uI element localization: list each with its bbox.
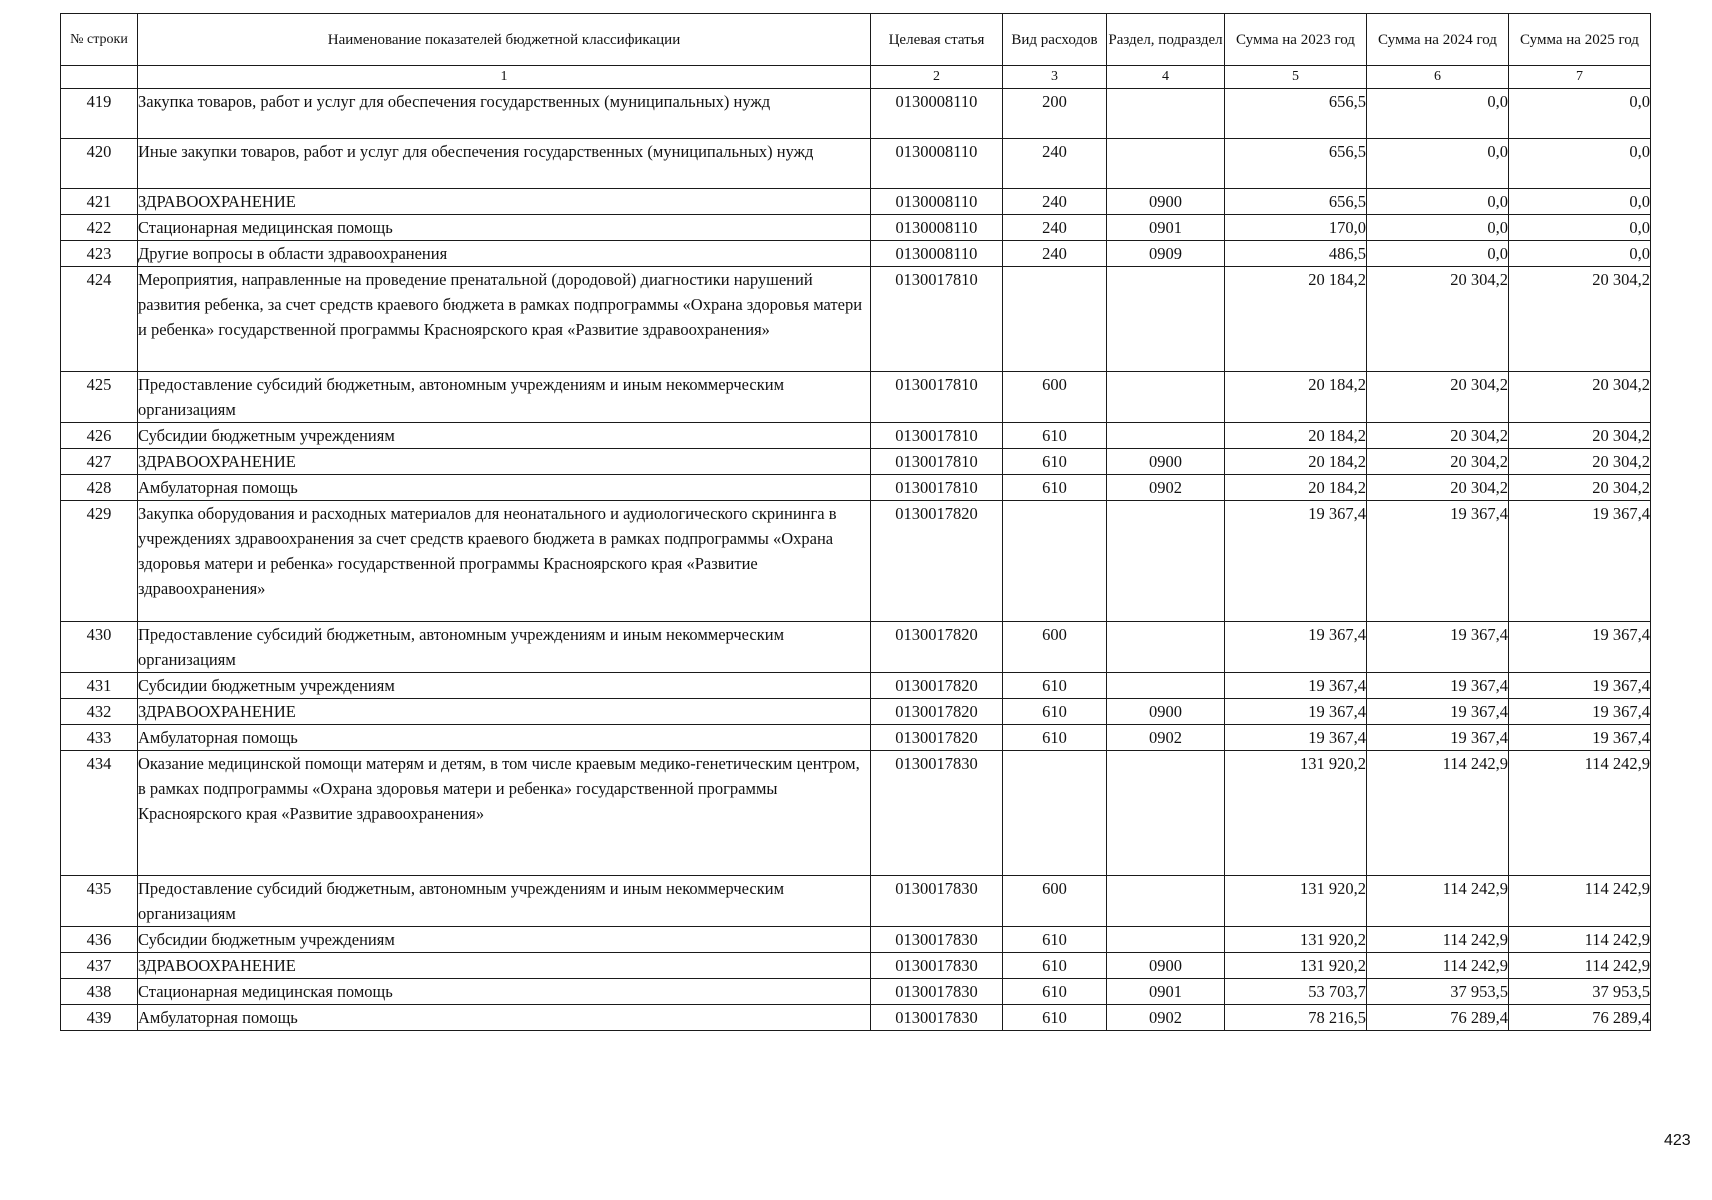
sum-2024-cell: 0,0	[1367, 215, 1509, 241]
indicator-name-cell: Закупка оборудования и расходных материалов для неонатального и аудиологического скрининга в учреждениях здравоохранения за счет средств краевого бюджета в рамках подпрограммы «Охрана здоровья матери и ребенка» государственной программы Красноярского края «Развитие здравоохранения»	[138, 501, 871, 622]
table-row	[61, 372, 1651, 423]
table-row	[61, 267, 1651, 372]
row-number-cell: 439	[61, 1005, 138, 1031]
sum-2023-cell: 19 367,4	[1225, 699, 1367, 725]
expense-type-cell: 200	[1003, 89, 1107, 139]
sum-2025-cell: 0,0	[1509, 189, 1651, 215]
indicator-name-cell: Стационарная медицинская помощь	[138, 979, 871, 1005]
table-body	[61, 89, 1651, 1031]
sum-2023-cell: 656,5	[1225, 89, 1367, 139]
sum-2024-cell: 19 367,4	[1367, 622, 1509, 673]
target-article-cell: 0130017830	[871, 953, 1003, 979]
sum-2024-cell: 0,0	[1367, 189, 1509, 215]
indicator-name-cell: Предоставление субсидий бюджетным, автономным учреждениям и иным некоммерческим организациям	[138, 876, 871, 927]
sum-2024-cell: 19 367,4	[1367, 673, 1509, 699]
indicator-name-cell: Субсидии бюджетным учреждениям	[138, 673, 871, 699]
section-cell	[1107, 622, 1225, 673]
table-row	[61, 876, 1651, 927]
table-row	[61, 89, 1651, 139]
sum-2023-cell: 131 920,2	[1225, 953, 1367, 979]
target-article-cell: 0130017830	[871, 1005, 1003, 1031]
sum-2025-cell: 114 242,9	[1509, 927, 1651, 953]
sum-2025-cell: 114 242,9	[1509, 876, 1651, 927]
header-target: Целевая статья	[871, 14, 1003, 66]
table-row	[61, 241, 1651, 267]
sum-2023-cell: 20 184,2	[1225, 475, 1367, 501]
sum-2024-cell: 0,0	[1367, 89, 1509, 139]
sum-2025-cell: 19 367,4	[1509, 673, 1651, 699]
indicator-name-cell: Закупка товаров, работ и услуг для обеспечения государственных (муниципальных) нужд	[138, 89, 871, 139]
column-number: 6	[1367, 66, 1509, 89]
row-number-cell: 437	[61, 953, 138, 979]
column-number: 5	[1225, 66, 1367, 89]
sum-2025-cell: 0,0	[1509, 89, 1651, 139]
section-cell	[1107, 876, 1225, 927]
sum-2025-cell: 19 367,4	[1509, 501, 1651, 622]
column-number: 3	[1003, 66, 1107, 89]
target-article-cell: 0130017830	[871, 979, 1003, 1005]
row-number-cell: 431	[61, 673, 138, 699]
sum-2024-cell: 19 367,4	[1367, 501, 1509, 622]
table-row	[61, 622, 1651, 673]
sum-2023-cell: 131 920,2	[1225, 927, 1367, 953]
sum-2024-cell: 20 304,2	[1367, 372, 1509, 423]
indicator-name-cell: Амбулаторная помощь	[138, 475, 871, 501]
target-article-cell: 0130017810	[871, 372, 1003, 423]
target-article-cell: 0130017810	[871, 449, 1003, 475]
table-row	[61, 1005, 1651, 1031]
target-article-cell: 0130008110	[871, 189, 1003, 215]
sum-2024-cell: 37 953,5	[1367, 979, 1509, 1005]
sum-2023-cell: 131 920,2	[1225, 751, 1367, 876]
sum-2023-cell: 170,0	[1225, 215, 1367, 241]
header-row-no: № строки	[61, 14, 138, 66]
table-row	[61, 953, 1651, 979]
indicator-name-cell: Амбулаторная помощь	[138, 725, 871, 751]
column-number-row	[61, 66, 1651, 89]
section-cell	[1107, 139, 1225, 189]
target-article-cell: 0130017830	[871, 751, 1003, 876]
indicator-name-cell: ЗДРАВООХРАНЕНИЕ	[138, 189, 871, 215]
expense-type-cell: 240	[1003, 189, 1107, 215]
header-sum-2023: Сумма на 2023 год	[1225, 14, 1367, 66]
budget-table	[60, 13, 1651, 1031]
row-number-cell: 419	[61, 89, 138, 139]
sum-2025-cell: 114 242,9	[1509, 953, 1651, 979]
sum-2024-cell: 0,0	[1367, 241, 1509, 267]
sum-2023-cell: 20 184,2	[1225, 267, 1367, 372]
section-cell: 0900	[1107, 189, 1225, 215]
indicator-name-cell: Субсидии бюджетным учреждениям	[138, 927, 871, 953]
row-number-cell: 428	[61, 475, 138, 501]
table-row	[61, 215, 1651, 241]
row-number-cell: 423	[61, 241, 138, 267]
sum-2023-cell: 20 184,2	[1225, 372, 1367, 423]
page-number: 423	[1664, 1132, 1691, 1149]
table-row	[61, 751, 1651, 876]
row-number-cell: 420	[61, 139, 138, 189]
section-cell	[1107, 751, 1225, 876]
target-article-cell: 0130017810	[871, 475, 1003, 501]
sum-2023-cell: 656,5	[1225, 139, 1367, 189]
target-article-cell: 0130008110	[871, 139, 1003, 189]
row-number-cell: 424	[61, 267, 138, 372]
target-article-cell: 0130017820	[871, 725, 1003, 751]
header-name: Наименование показателей бюджетной классификации	[138, 14, 871, 66]
sum-2024-cell: 76 289,4	[1367, 1005, 1509, 1031]
indicator-name-cell: Амбулаторная помощь	[138, 1005, 871, 1031]
row-number-cell: 427	[61, 449, 138, 475]
header-sum-2025: Сумма на 2025 год	[1509, 14, 1651, 66]
row-number-cell: 438	[61, 979, 138, 1005]
section-cell: 0901	[1107, 215, 1225, 241]
indicator-name-cell: Предоставление субсидий бюджетным, автономным учреждениям и иным некоммерческим организациям	[138, 622, 871, 673]
table-row	[61, 979, 1651, 1005]
row-number-cell: 432	[61, 699, 138, 725]
target-article-cell: 0130008110	[871, 89, 1003, 139]
section-cell: 0900	[1107, 699, 1225, 725]
target-article-cell: 0130008110	[871, 241, 1003, 267]
table-header-row	[61, 14, 1651, 66]
table-row	[61, 139, 1651, 189]
section-cell: 0900	[1107, 449, 1225, 475]
expense-type-cell: 610	[1003, 927, 1107, 953]
sum-2025-cell: 20 304,2	[1509, 423, 1651, 449]
section-cell: 0902	[1107, 475, 1225, 501]
expense-type-cell: 240	[1003, 139, 1107, 189]
indicator-name-cell: Оказание медицинской помощи матерям и детям, в том числе краевым медико-генетическим центром, в рамках подпрограммы «Охрана здоровья матери и ребенка» государственной программы Красноярского края «Развитие здравоохранения»	[138, 751, 871, 876]
sum-2025-cell: 19 367,4	[1509, 725, 1651, 751]
expense-type-cell: 610	[1003, 423, 1107, 449]
sum-2023-cell: 19 367,4	[1225, 501, 1367, 622]
sum-2024-cell: 19 367,4	[1367, 699, 1509, 725]
table-row	[61, 423, 1651, 449]
sum-2023-cell: 19 367,4	[1225, 725, 1367, 751]
sum-2023-cell: 131 920,2	[1225, 876, 1367, 927]
indicator-name-cell: ЗДРАВООХРАНЕНИЕ	[138, 699, 871, 725]
sum-2023-cell: 78 216,5	[1225, 1005, 1367, 1031]
row-number-cell: 436	[61, 927, 138, 953]
indicator-name-cell: Стационарная медицинская помощь	[138, 215, 871, 241]
expense-type-cell: 610	[1003, 673, 1107, 699]
sum-2025-cell: 114 242,9	[1509, 751, 1651, 876]
column-number	[61, 66, 138, 89]
table-row	[61, 927, 1651, 953]
sum-2024-cell: 19 367,4	[1367, 725, 1509, 751]
sum-2025-cell: 76 289,4	[1509, 1005, 1651, 1031]
target-article-cell: 0130017820	[871, 673, 1003, 699]
section-cell	[1107, 372, 1225, 423]
sum-2024-cell: 20 304,2	[1367, 267, 1509, 372]
section-cell	[1107, 673, 1225, 699]
expense-type-cell: 610	[1003, 953, 1107, 979]
target-article-cell: 0130017820	[871, 699, 1003, 725]
header-section: Раздел, подраздел	[1107, 14, 1225, 66]
row-number-cell: 430	[61, 622, 138, 673]
expense-type-cell: 600	[1003, 622, 1107, 673]
table-row	[61, 501, 1651, 622]
target-article-cell: 0130017810	[871, 423, 1003, 449]
indicator-name-cell: Предоставление субсидий бюджетным, автономным учреждениям и иным некоммерческим организациям	[138, 372, 871, 423]
target-article-cell: 0130017820	[871, 501, 1003, 622]
expense-type-cell	[1003, 501, 1107, 622]
row-number-cell: 435	[61, 876, 138, 927]
sum-2025-cell: 20 304,2	[1509, 449, 1651, 475]
target-article-cell: 0130017830	[871, 876, 1003, 927]
sum-2024-cell: 20 304,2	[1367, 423, 1509, 449]
table-row	[61, 189, 1651, 215]
header-sum-2024: Сумма на 2024 год	[1367, 14, 1509, 66]
section-cell	[1107, 501, 1225, 622]
sum-2023-cell: 53 703,7	[1225, 979, 1367, 1005]
column-number: 7	[1509, 66, 1651, 89]
row-number-cell: 422	[61, 215, 138, 241]
sum-2025-cell: 20 304,2	[1509, 372, 1651, 423]
sum-2024-cell: 20 304,2	[1367, 475, 1509, 501]
row-number-cell: 433	[61, 725, 138, 751]
sum-2024-cell: 114 242,9	[1367, 927, 1509, 953]
target-article-cell: 0130008110	[871, 215, 1003, 241]
sum-2024-cell: 114 242,9	[1367, 876, 1509, 927]
sum-2024-cell: 20 304,2	[1367, 449, 1509, 475]
section-cell: 0901	[1107, 979, 1225, 1005]
column-number: 2	[871, 66, 1003, 89]
table-row	[61, 725, 1651, 751]
expense-type-cell: 610	[1003, 1005, 1107, 1031]
sum-2025-cell: 19 367,4	[1509, 699, 1651, 725]
target-article-cell: 0130017820	[871, 622, 1003, 673]
expense-type-cell: 600	[1003, 876, 1107, 927]
section-cell: 0900	[1107, 953, 1225, 979]
column-number: 4	[1107, 66, 1225, 89]
section-cell	[1107, 89, 1225, 139]
indicator-name-cell: ЗДРАВООХРАНЕНИЕ	[138, 953, 871, 979]
table-row	[61, 673, 1651, 699]
expense-type-cell: 610	[1003, 699, 1107, 725]
sum-2025-cell: 19 367,4	[1509, 622, 1651, 673]
column-number: 1	[138, 66, 871, 89]
sum-2025-cell: 20 304,2	[1509, 475, 1651, 501]
sum-2025-cell: 20 304,2	[1509, 267, 1651, 372]
expense-type-cell: 610	[1003, 475, 1107, 501]
expense-type-cell: 600	[1003, 372, 1107, 423]
sum-2023-cell: 486,5	[1225, 241, 1367, 267]
expense-type-cell: 240	[1003, 215, 1107, 241]
row-number-cell: 421	[61, 189, 138, 215]
expense-type-cell: 610	[1003, 979, 1107, 1005]
sum-2023-cell: 20 184,2	[1225, 449, 1367, 475]
sum-2023-cell: 20 184,2	[1225, 423, 1367, 449]
expense-type-cell	[1003, 751, 1107, 876]
table-row	[61, 475, 1651, 501]
section-cell	[1107, 423, 1225, 449]
sum-2023-cell: 19 367,4	[1225, 673, 1367, 699]
table-row	[61, 699, 1651, 725]
target-article-cell: 0130017810	[871, 267, 1003, 372]
sum-2025-cell: 37 953,5	[1509, 979, 1651, 1005]
header-expense-type: Вид расходов	[1003, 14, 1107, 66]
expense-type-cell: 610	[1003, 449, 1107, 475]
indicator-name-cell: Субсидии бюджетным учреждениям	[138, 423, 871, 449]
sum-2024-cell: 0,0	[1367, 139, 1509, 189]
indicator-name-cell: Другие вопросы в области здравоохранения	[138, 241, 871, 267]
section-cell	[1107, 267, 1225, 372]
sum-2023-cell: 656,5	[1225, 189, 1367, 215]
section-cell: 0909	[1107, 241, 1225, 267]
table-row	[61, 449, 1651, 475]
indicator-name-cell: ЗДРАВООХРАНЕНИЕ	[138, 449, 871, 475]
sum-2025-cell: 0,0	[1509, 241, 1651, 267]
sum-2023-cell: 19 367,4	[1225, 622, 1367, 673]
indicator-name-cell: Мероприятия, направленные на проведение пренатальной (дородовой) диагностики нарушений развития ребенка, за счет средств краевого бюджета в рамках подпрограммы «Охрана здоровья матери и ребенка» государственной программы Красноярского края «Развитие здравоохранения»	[138, 267, 871, 372]
indicator-name-cell: Иные закупки товаров, работ и услуг для обеспечения государственных (муниципальных) нужд	[138, 139, 871, 189]
target-article-cell: 0130017830	[871, 927, 1003, 953]
row-number-cell: 426	[61, 423, 138, 449]
sum-2024-cell: 114 242,9	[1367, 953, 1509, 979]
sum-2025-cell: 0,0	[1509, 215, 1651, 241]
sum-2024-cell: 114 242,9	[1367, 751, 1509, 876]
expense-type-cell	[1003, 267, 1107, 372]
section-cell: 0902	[1107, 725, 1225, 751]
sum-2025-cell: 0,0	[1509, 139, 1651, 189]
section-cell	[1107, 927, 1225, 953]
expense-type-cell: 240	[1003, 241, 1107, 267]
row-number-cell: 434	[61, 751, 138, 876]
expense-type-cell: 610	[1003, 725, 1107, 751]
row-number-cell: 429	[61, 501, 138, 622]
row-number-cell: 425	[61, 372, 138, 423]
section-cell: 0902	[1107, 1005, 1225, 1031]
